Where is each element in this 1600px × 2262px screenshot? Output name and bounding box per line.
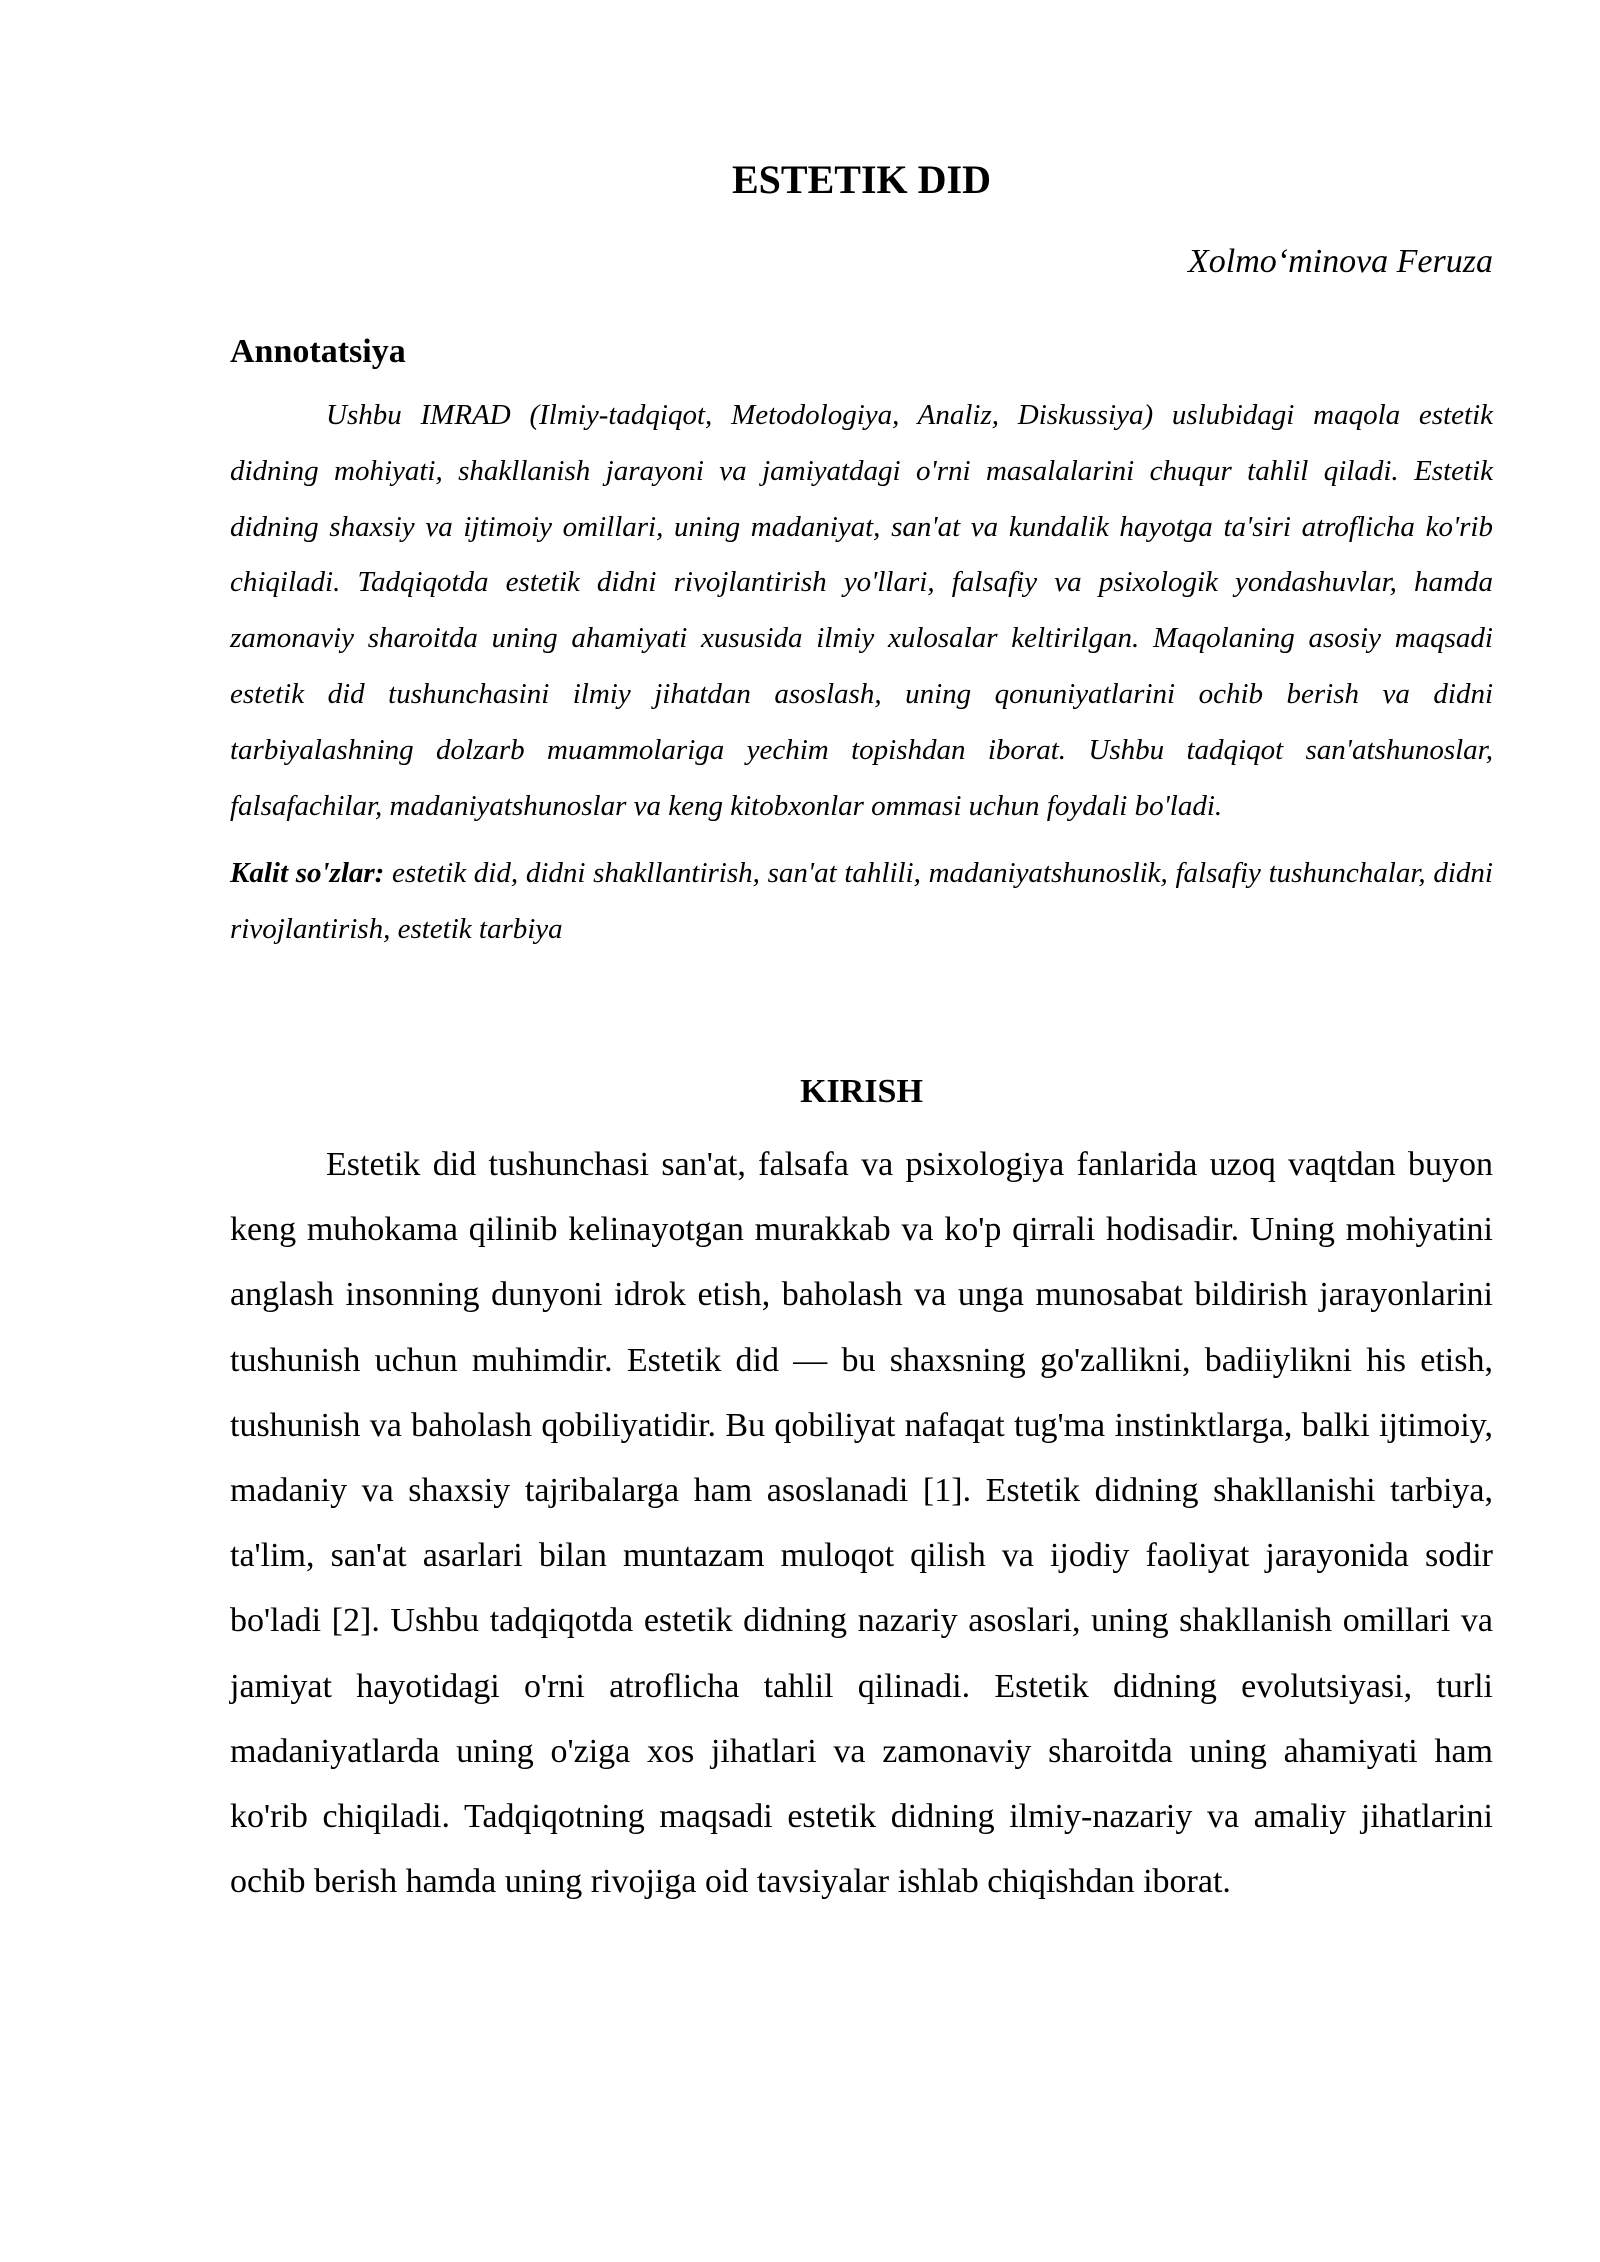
keywords-list: estetik did, didni shakllantirish, san'at tahlili, madaniyatshunoslik, falsafiy tushunchalar, didni rivojlantirish, estetik tarbiya — [230, 857, 1493, 946]
section-heading-introduction: KIRISH — [800, 1072, 923, 1110]
abstract-heading: Annotatsiya — [230, 333, 406, 370]
keywords-label: Kalit so'zlar: — [230, 857, 385, 890]
paper-title: ESTETIK DID — [732, 157, 991, 202]
author-name: Xolmo‘minova Feruza — [1187, 243, 1493, 280]
abstract-paragraph: Ushbu IMRAD (Ilmiy-tadqiqot, Metodologiya, Analiz, Diskussiya) uslubidagi maqola estetik didning mohiyati, shakllanish jarayoni va jamiyatdagi o'rni masalalarini chuqur tahlil qiladi. Estetik didning shaxsiy va ijtimoiy omillari, uning madaniyat, san'at va kundalik hayotga ta'siri atroflicha ko'rib chiqiladi. Tadqiqotda estetik didni rivojlantirish yo'llari, falsafiy va psixologik yondashuvlar, hamda zamonaviy sharoitda uning ahamiyati xususida ilmiy xulosalar keltirilgan. Maqolaning asosiy maqsadi estetik did tushunchasini ilmiy jihatdan asoslash, uning qonuniyatlarini ochib berish va didni tarbiyalashning dolzarb muammolariga yechim topishdan iborat. Ushbu tadqiqot san'atshunoslar, falsafachilar, madaniyatshunoslar va keng kitobxonlar ommasi uchun foydali bo'ladi. — [230, 399, 1493, 822]
introduction-paragraph: Estetik did tushunchasi san'at, falsafa va psixologiya fanlarida uzoq vaqtdan buyon keng muhokama qilinib kelinayotgan murakkab va ko'p qirrali hodisadir. Uning mohiyatini anglash insonning dunyoni idrok etish, baholash va unga munosabat bildirish jarayonlarini tushunish uchun muhimdir. Estetik did — bu shaxsning go'zallikni, badiiylikni his etish, tushunish va baholash qobiliyatidir. Bu qobiliyat nafaqat tug'ma instinktlarga, balki ijtimoiy, madaniy va shaxsiy tajribalarga ham asoslanadi [1]. Estetik didning shakllanishi tarbiya, ta'lim, san'at asarlari bilan muntazam muloqot qilish va ijodiy faoliyat jarayonida sodir bo'ladi [2]. Ushbu tadqiqotda estetik didning nazariy asoslari, uning shakllanish omillari va jamiyat hayotidagi o'rni atroflicha tahlil qilinadi. Estetik didning evolutsiyasi, turli madaniyatlarda uning o'ziga xos jihatlari va zamonaviy sharoitda uning ahamiyati ham ko'rib chiqiladi. Tadqiqotning maqsadi estetik didning ilmiy-nazariy va amaliy jihatlarini ochib berish hamda uning rivojiga oid tavsiyalar ishlab chiqishdan iborat. — [230, 1145, 1493, 1901]
keywords-paragraph — [230, 846, 1493, 958]
page-content — [230, 150, 1493, 1914]
